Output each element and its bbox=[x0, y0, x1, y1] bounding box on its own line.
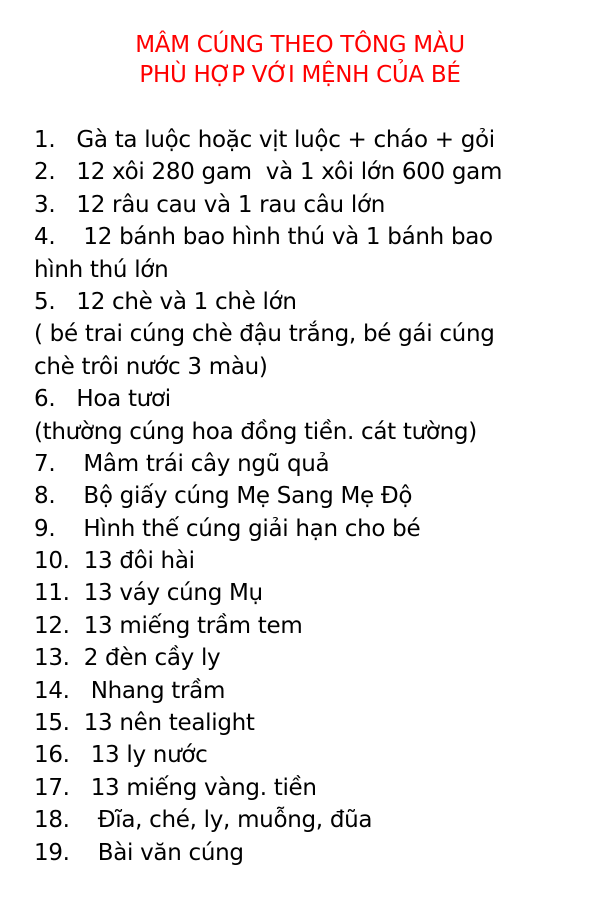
list-item: 1. Gà ta luộc hoặc vịt luộc + cháo + gỏi bbox=[34, 127, 495, 153]
list-item: 14. Nhang trầm bbox=[34, 677, 226, 704]
list-item: 6. Hoa tươi bbox=[34, 386, 171, 413]
list-item: 15. 13 nên tealight bbox=[34, 710, 255, 737]
offering-list bbox=[34, 124, 594, 869]
list-item: 4. 12 bánh bao hình thú và 1 bánh bao bbox=[34, 224, 493, 251]
title-line-2: PHÙ HỢP VỚI MỆNH CỦA BÉ bbox=[139, 62, 461, 88]
list-item: 3. 12 râu cau và 1 rau câu lớn bbox=[34, 191, 385, 218]
list-item: chè trôi nước 3 màu) bbox=[34, 353, 268, 380]
list-item: ( bé trai cúng chè đậu trắng, bé gái cúng bbox=[34, 321, 495, 348]
title-line-1: MÂM CÚNG THEO TÔNG MÀU bbox=[135, 32, 465, 58]
list-item: 11. 13 váy cúng Mụ bbox=[34, 580, 263, 607]
list-item: 7. Mâm trái cây ngũ quả bbox=[34, 450, 330, 477]
list-item: hình thú lớn bbox=[34, 256, 169, 283]
page-title bbox=[0, 30, 600, 90]
list-item: 12. 13 miếng trầm tem bbox=[34, 612, 303, 639]
list-item: 9. Hình thế cúng giải hạn cho bé bbox=[34, 515, 421, 542]
list-item: 2. 12 xôi 280 gam và 1 xôi lớn 600 gam bbox=[34, 159, 503, 186]
list-item: 18. Đĩa, ché, ly, muỗng, đũa bbox=[34, 807, 373, 834]
list-item: 17. 13 miếng vàng. tiền bbox=[34, 774, 317, 801]
list-item: 13. 2 đèn cầy ly bbox=[34, 645, 221, 672]
list-item: 5. 12 chè và 1 chè lớn bbox=[34, 288, 297, 315]
list-item: 16. 13 ly nước bbox=[34, 742, 208, 769]
list-item: 10. 13 đôi hài bbox=[34, 548, 195, 575]
list-item: (thường cúng hoa đồng tiền. cát tường) bbox=[34, 418, 477, 445]
list-item: 8. Bộ giấy cúng Mẹ Sang Mẹ Độ bbox=[34, 483, 413, 510]
list-item: 19. Bài văn cúng bbox=[34, 839, 244, 866]
